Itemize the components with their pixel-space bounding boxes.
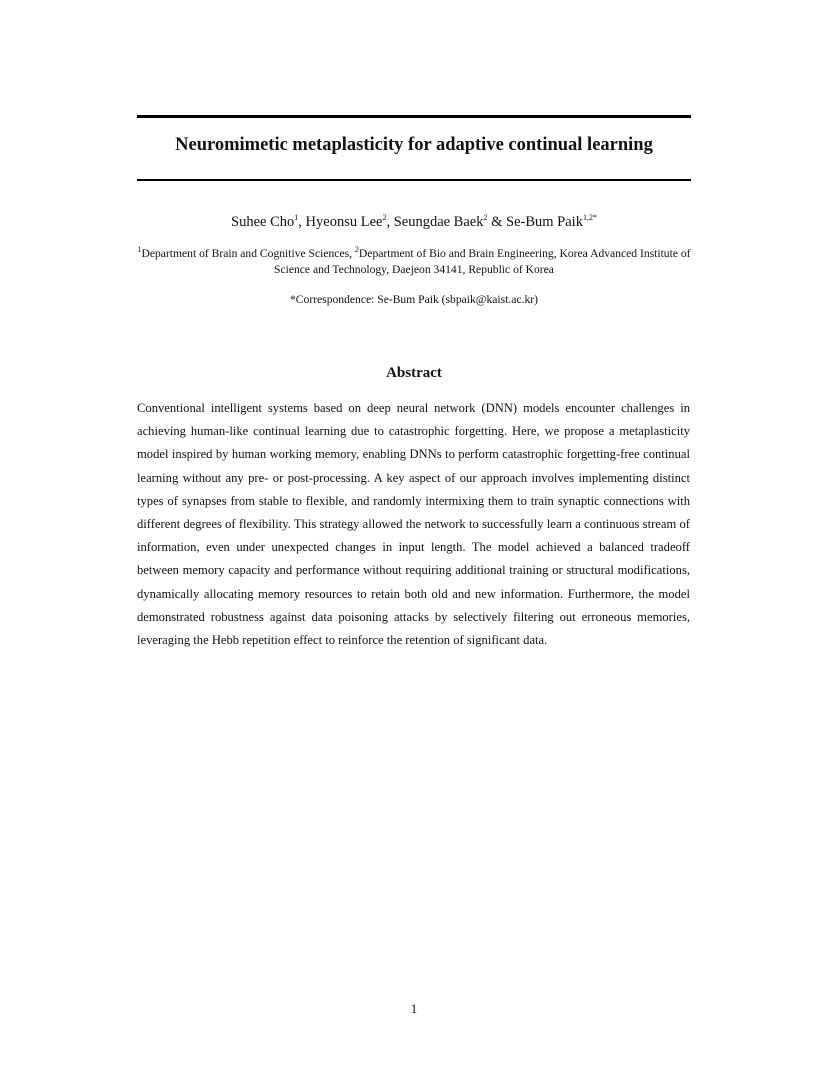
author-name: Hyeonsu Lee: [305, 214, 383, 230]
author-affiliation-mark: 2: [382, 213, 387, 223]
correspondence: *Correspondence: Se-Bum Paik (sbpaik@kaist.ac.kr): [290, 293, 538, 306]
affiliation-mark: 2: [354, 245, 359, 255]
affiliation-text: Department of Bio and Brain Engineering, Korea Advanced Institute of Science and Technology, Daejeon 34141, Republic of Korea: [274, 247, 691, 276]
author-name: Seungdae Baek: [393, 214, 484, 230]
title-bottom-rule: [137, 179, 691, 181]
author-separator: &: [487, 214, 507, 230]
affiliation-text: Department of Brain and Cognitive Sciences,: [141, 247, 355, 260]
author-list: [137, 211, 691, 233]
author-separator: ,: [298, 214, 306, 230]
affiliations: [137, 246, 691, 278]
affiliation-mark: 1: [137, 245, 142, 255]
paper-title: Neuromimetic metaplasticity for adaptive continual learning: [175, 135, 653, 155]
author-name: Se-Bum Paik: [506, 214, 583, 230]
author-separator: ,: [386, 214, 394, 230]
author-name: Suhee Cho: [231, 214, 295, 230]
abstract-body: Conventional intelligent systems based on deep neural network (DNN) models encounter challenges in achieving human-like continual learning due to catastrophic forgetting. Here, we propose a metaplasticity model inspired by human working memory, enabling DNNs to perform catastrophic forgetting-free continual learning without any pre- or post-processing. A key aspect of our approach involves implementing distinct types of synapses from stable to flexible, and randomly intermixing them to train synaptic connections with different degrees of flexibility. This strategy allowed the network to successfully learn a continuous stream of information, even under unexpected changes in input length. The model achieved a balanced tradeoff between memory capacity and performance without requiring additional training or structural modifications, dynamically allocating memory resources to retain both old and new information. Furthermore, the model demonstrated robustness against data poisoning attacks by selectively filtering out erroneous memories, leveraging the Hebb repetition effect to reinforce the retention of significant data.: [137, 401, 690, 648]
abstract-heading: Abstract: [386, 365, 442, 381]
title-top-rule: [137, 115, 691, 118]
author-affiliation-mark: 1,2*: [582, 213, 597, 223]
author-affiliation-mark: 1: [294, 213, 299, 223]
page-number: 1: [410, 1001, 418, 1016]
author-affiliation-mark: 2: [483, 213, 488, 223]
